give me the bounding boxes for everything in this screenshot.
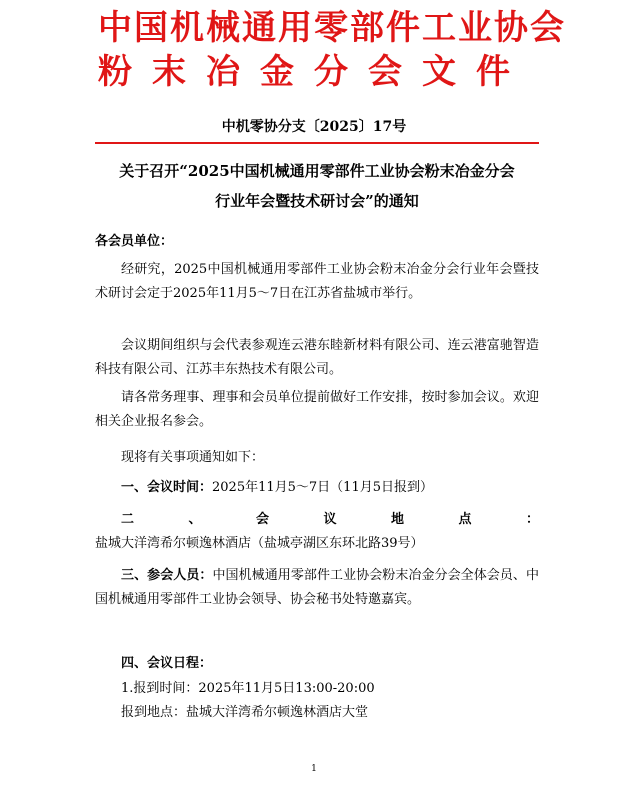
section-attendees	[95, 564, 539, 612]
paragraph-visit: 会议期间组织与会代表参观连云港东睦新材料有限公司、连云港富驰智造科技有限公司、江苏丰东热技术有限公司。	[95, 338, 539, 377]
salutation: 各会员单位：	[95, 234, 174, 249]
section-text: 盐城大洋湾希尔顿逸林酒店（盐城亭湖区东环北路39号）	[95, 536, 424, 551]
red-divider	[95, 142, 539, 144]
notice-title-line2: 行业年会暨技术研讨会”的通知	[215, 192, 419, 210]
section-label: 一、会议时间：	[121, 480, 213, 495]
page-number: 1	[311, 764, 317, 774]
section-meeting-location	[95, 508, 539, 556]
paragraph-intro: 经研究，2025中国机械通用零部件工业协会粉末冶金分会行业年会暨技术研讨会定于2025年11月5～7日在江苏省盐城市举行。	[95, 262, 539, 301]
section-text: 2025年11月5～7日（11月5日报到）	[212, 480, 433, 495]
schedule-item: 报到地点：盐城大洋湾希尔顿逸林酒店大堂	[121, 705, 369, 720]
document-number: 中机零协分支〔2025〕17号	[221, 119, 407, 135]
section-label: 四、会议日程：	[121, 656, 213, 671]
section-label: 三、参会人员：	[121, 568, 213, 583]
header-org-name: 中国机械通用零部件工业协会	[98, 8, 566, 48]
header-doc-type: 粉末冶金分会文件	[98, 52, 530, 92]
paragraph-request: 请各常务理事、理事和会员单位提前做好工作安排，按时参加会议。欢迎相关企业报名参会。	[95, 390, 539, 429]
notice-title-line1: 关于召开“2025中国机械通用零部件工业协会粉末冶金分会	[119, 162, 515, 180]
paragraph-notice-items: 现将有关事项通知如下：	[121, 450, 265, 465]
section-schedule	[95, 652, 539, 676]
schedule-item: 1.报到时间：2025年11月5日13:00-20:00	[121, 681, 375, 696]
section-meeting-time	[95, 476, 539, 500]
section-text: 中国机械通用零部件工业协会粉末冶金分会全体会员、中国机械通用零部件工业协会领导、协会秘书处特邀嘉宾。	[95, 568, 539, 607]
section-label: 二、会议地点：	[121, 512, 539, 527]
